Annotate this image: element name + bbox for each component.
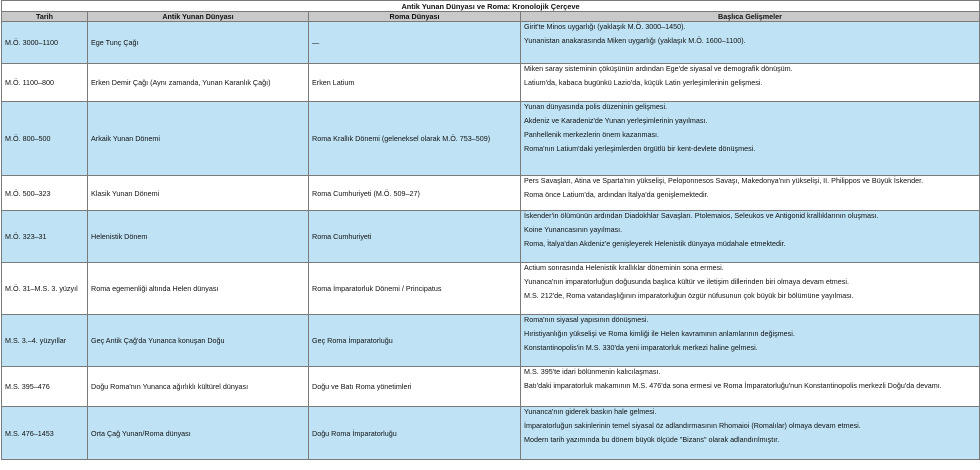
cell-notes (521, 211, 980, 263)
cell-date: M.Ö. 323–31 (2, 211, 88, 263)
header-greek-world: Antik Yunan Dünyası (88, 12, 309, 22)
cell-roman: Doğu Roma İmparatorluğu (309, 407, 521, 460)
cell-greek: Klasik Yunan Dönemi (88, 176, 309, 211)
note-line: İskender'in ölümünün ardından Diadokhlar Savaşları. Ptolemaios, Seleukos ve Antigonid krallıklarının oluşması. (524, 211, 879, 220)
cell-greek: Ege Tunç Çağı (88, 22, 309, 64)
note-line: Girit'te Minos uygarlığı (yaklaşık M.Ö. 3000–1450). (524, 22, 686, 31)
cell-greek: Doğu Roma'nın Yunanca ağırlıklı kültürel dünyası (88, 367, 309, 407)
note-line: Roma, İtalya'dan Akdeniz'e genişleyerek Helenistik dünyaya müdahale etmektedir. (524, 239, 786, 248)
cell-roman: Doğu ve Batı Roma yönetimleri (309, 367, 521, 407)
cell-notes (521, 367, 980, 407)
cell-date: M.Ö. 500–323 (2, 176, 88, 211)
note-line: Roma önce Latium'da, ardından İtalya'da genişlemektedir. (524, 190, 709, 199)
header-roman-world: Roma Dünyası (309, 12, 521, 22)
note-line: Latium'da, kabaca bugünkü Lazio'da, küçük Latin yerleşimlerinin gelişmesi. (524, 78, 763, 87)
note-line: M.S. 212'de, Roma vatandaşlığının imparatorluğun özgür nüfusunun çok büyük bir bölümüne yayılması. (524, 291, 854, 300)
table-row (2, 263, 980, 315)
table-row (2, 176, 980, 211)
cell-roman: Geç Roma İmparatorluğu (309, 315, 521, 367)
note-line: Hıristiyanlığın yükselişi ve Roma kimliği ile Helen kavramının anlamlarının değişmesi. (524, 329, 795, 338)
header-main-developments: Başlıca Gelişmeler (521, 12, 980, 22)
cell-greek: Roma egemenliği altında Helen dünyası (88, 263, 309, 315)
note-line: Yunanca'nın imparatorluğun doğusunda başlıca kültür ve iletişim dillerinden biri olmaya devam etmesi. (524, 277, 849, 286)
cell-greek: Geç Antik Çağ'da Yunanca konuşan Doğu (88, 315, 309, 367)
cell-roman: Erken Latium (309, 64, 521, 102)
note-line: Batı'daki imparatorluk makamının M.S. 476'da sona ermesi ve Roma İmparatorluğu'nun Konstantinopolis merkezli Doğu'da devamı. (524, 381, 942, 390)
note-line: Actium sonrasında Helenistik krallıklar döneminin sona ermesi. (524, 263, 724, 272)
cell-greek: Helenistik Dönem (88, 211, 309, 263)
cell-roman: Roma Cumhuriyeti (309, 211, 521, 263)
cell-date: M.S. 395–476 (2, 367, 88, 407)
note-line: Modern tarih yazımında bu dönem büyük ölçüde "Bizans" olarak adlandırılmıştır. (524, 435, 780, 444)
table-row (2, 315, 980, 367)
cell-roman: Roma Cumhuriyeti (M.Ö. 509–27) (309, 176, 521, 211)
cell-roman: — (309, 22, 521, 64)
note-line: Panhellenik merkezlerin önem kazanması. (524, 130, 660, 139)
note-line: Konstantinopolis'in M.S. 330'da yeni imparatorluk merkezi haline gelmesi. (524, 343, 758, 352)
cell-roman: Roma İmparatorluk Dönemi / Principatus (309, 263, 521, 315)
cell-notes (521, 22, 980, 64)
note-line: M.S. 395'te idari bölünmenin kalıcılaşması. (524, 367, 661, 376)
cell-greek: Orta Çağ Yunan/Roma dünyası (88, 407, 309, 460)
note-line: İmparatorluğun sakinlerinin temel siyasal öz adlandırmasının Rhomaioi (Romalılar) olmaya devam etmesi. (524, 421, 861, 430)
table-row (2, 64, 980, 102)
cell-greek: Erken Demir Çağı (Aynı zamanda, Yunan Karanlık Çağı) (88, 64, 309, 102)
table-row (2, 367, 980, 407)
cell-notes (521, 102, 980, 176)
cell-date: M.Ö. 800–500 (2, 102, 88, 176)
note-line: Miken saray sisteminin çöküşünün ardından Ege'de siyasal ve demografik dönüşüm. (524, 64, 793, 73)
chronology-table (1, 0, 980, 460)
note-line: Pers Savaşları, Atina ve Sparta'nın yükselişi, Peloponnesos Savaşı, Makedonya'nın yükselişi, II. Philippos ve Büyük İskender. (524, 176, 924, 185)
table-row (2, 211, 980, 263)
cell-notes (521, 407, 980, 460)
cell-notes (521, 64, 980, 102)
note-line: Yunanca'nın giderek baskın hale gelmesi. (524, 407, 657, 416)
cell-greek: Arkaik Yunan Dönemi (88, 102, 309, 176)
cell-notes (521, 315, 980, 367)
table-row (2, 102, 980, 176)
cell-notes (521, 263, 980, 315)
note-line: Koine Yunancasının yayılması. (524, 225, 623, 234)
note-line: Roma'nın Latium'daki yerleşimlerden örgütlü bir kent-devlete dönüşmesi. (524, 144, 756, 153)
table-title: Antik Yunan Dünyası ve Roma: Kronolojik Çerçeve (2, 1, 980, 12)
header-date: Tarih (2, 12, 88, 22)
note-line: Roma'nın siyasal yapısının dönüşmesi. (524, 315, 649, 324)
cell-date: M.Ö. 3000–1100 (2, 22, 88, 64)
cell-date: M.S. 3.–4. yüzyıllar (2, 315, 88, 367)
cell-roman: Roma Krallık Dönemi (geleneksel olarak M.Ö. 753–509) (309, 102, 521, 176)
note-line: Yunanistan anakarasında Miken uygarlığı (yaklaşık M.Ö. 1600–1100). (524, 36, 746, 45)
note-line: Akdeniz ve Karadeniz'de Yunan yerleşimlerinin yayılması. (524, 116, 708, 125)
table-row (2, 407, 980, 460)
cell-notes (521, 176, 980, 211)
cell-date: M.S. 476–1453 (2, 407, 88, 460)
cell-date: M.Ö. 31–M.S. 3. yüzyıl (2, 263, 88, 315)
table-row (2, 22, 980, 64)
cell-date: M.Ö. 1100–800 (2, 64, 88, 102)
note-line: Yunan dünyasında polis düzeninin gelişmesi. (524, 102, 668, 111)
